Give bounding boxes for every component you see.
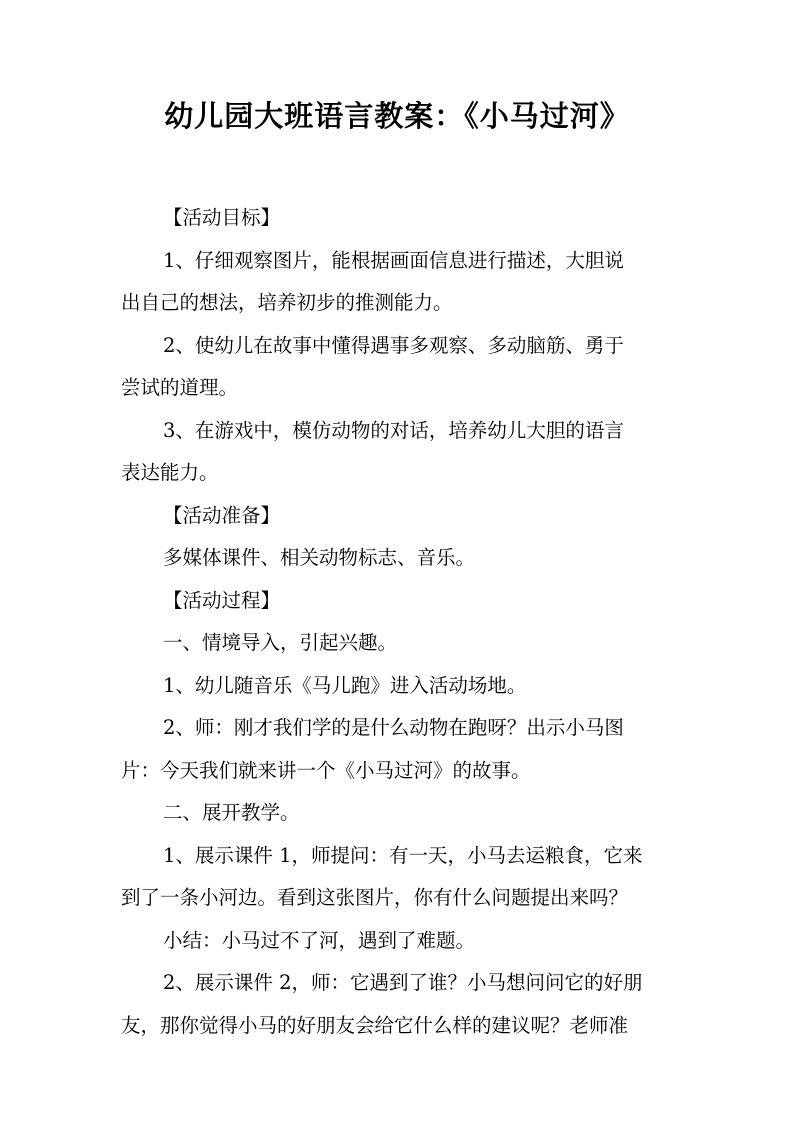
goal-1-line-2: 出自己的想法，培养初步的推测能力。 bbox=[121, 291, 453, 314]
step-1-item-2-line-1: 2、师：刚才我们学的是什么动物在跑呀？出示小马图 bbox=[163, 716, 624, 739]
goal-1-line-1: 1、仔细观察图片，能根据画面信息进行描述，大胆说 bbox=[163, 248, 624, 272]
step-1-item-1: 1、幼儿随音乐《马儿跑》进入活动场地。 bbox=[163, 673, 527, 697]
goal-3-line-1: 3、在游戏中，模仿动物的对话，培养幼儿大胆的语言 bbox=[163, 418, 624, 442]
goal-paragraph-1 bbox=[121, 240, 681, 325]
goal-paragraph-2 bbox=[121, 325, 681, 410]
process-heading: 【活动过程】 bbox=[163, 588, 281, 612]
step-1-item-2 bbox=[121, 707, 681, 792]
document-body bbox=[121, 197, 681, 1047]
step-2-item-1-line-2: 到了一条小河边。看到这张图片，你有什么问题提出来吗？ bbox=[121, 886, 629, 909]
goal-2-line-2: 尝试的道理。 bbox=[121, 376, 239, 399]
goal-2-line-1: 2、使幼儿在故事中懂得遇事多观察、多动脑筋、勇于 bbox=[163, 333, 624, 357]
step-1-item-2-line-2: 片：今天我们就来讲一个《小马过河》的故事。 bbox=[121, 758, 531, 782]
prep-text: 多媒体课件、相关动物标志、音乐。 bbox=[163, 546, 476, 569]
goal-3-line-2: 表达能力。 bbox=[121, 461, 219, 484]
step-2-item-2 bbox=[121, 962, 681, 1047]
step-1-heading: 一、情境导入，引起兴趣。 bbox=[163, 631, 398, 654]
step-2-item-2-line-2: 友，那你觉得小马的好朋友会给它什么样的建议呢？老师准 bbox=[121, 1013, 629, 1037]
step-2-summary: 小结：小马过不了河，遇到了难题。 bbox=[163, 928, 476, 952]
step-2-item-1-line-1: 1、展示课件 1，师提问：有一天，小马去运粮食，它来 bbox=[163, 843, 643, 867]
goal-paragraph-3 bbox=[121, 410, 681, 495]
step-2-item-2-line-1: 2、展示课件 2，师：它遇到了谁？小马想问问它的好朋 bbox=[163, 971, 643, 994]
step-2-item-1 bbox=[121, 835, 681, 920]
page-title: 幼儿园大班语言教案：《小马过河》 bbox=[164, 99, 630, 133]
step-2-heading: 二、展开教学。 bbox=[163, 801, 300, 824]
prep-heading: 【活动准备】 bbox=[163, 503, 281, 527]
goal-heading: 【活动目标】 bbox=[163, 206, 281, 229]
